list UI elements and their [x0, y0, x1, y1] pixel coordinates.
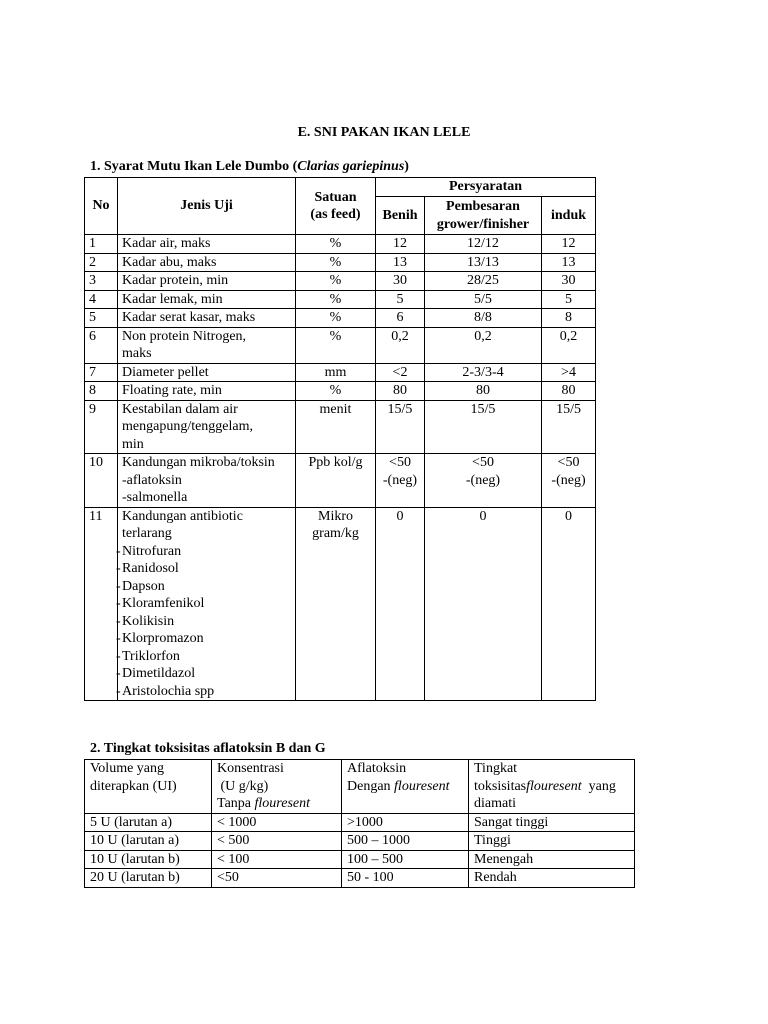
row-benih: 6 [376, 309, 425, 328]
row-jenis-uji: Kandungan antibiotic terlarang - Nitrofuran - Ranidosol - Dapson - Kloramfenikol - Kolikisin - Klorpromazon - Triklorfon - Dimetildazol - Aristolochia spp [118, 507, 296, 701]
row-benih: 15/5 [376, 400, 425, 454]
cell-konsentrasi: < 1000 [212, 813, 342, 832]
antibiotic-item: - Klorpromazon [122, 630, 291, 648]
row-jenis-uji: Kadar protein, min [118, 272, 296, 291]
header-satuan: Satuan (as feed) [296, 178, 376, 235]
table-row [85, 363, 596, 382]
header-persyaratan: Persyaratan [376, 178, 596, 197]
table-row [85, 850, 635, 869]
cell-volume: 10 U (larutan a) [85, 832, 212, 851]
row-induk: 12 [542, 235, 596, 254]
header-induk: induk [542, 197, 596, 235]
row-induk: 30 [542, 272, 596, 291]
table-row [85, 454, 596, 508]
cell-aflatoksin: 100 – 500 [342, 850, 469, 869]
row-benih: 13 [376, 253, 425, 272]
row-benih: 80 [376, 382, 425, 401]
cell-konsentrasi: < 500 [212, 832, 342, 851]
row-satuan: % [296, 382, 376, 401]
row-pembesaran: 80 [425, 382, 542, 401]
row-pembesaran: 12/12 [425, 235, 542, 254]
row-benih: 5 [376, 290, 425, 309]
cell-tingkat: Sangat tinggi [469, 813, 635, 832]
row-no: 6 [85, 327, 118, 363]
row-induk: 8 [542, 309, 596, 328]
antibiotic-item: - Ranidosol [122, 560, 291, 578]
table-row [85, 327, 596, 363]
cell-aflatoksin: 50 - 100 [342, 869, 469, 888]
row-pembesaran: 15/5 [425, 400, 542, 454]
row-no: 4 [85, 290, 118, 309]
table-row [85, 253, 596, 272]
row-induk: 0 [542, 507, 596, 701]
header-no: No [85, 178, 118, 235]
antibiotic-item: - Dimetildazol [122, 665, 291, 683]
header-aflatoksin: Aflatoksin Dengan flouresent [342, 760, 469, 814]
table-row [85, 832, 635, 851]
row-induk: >4 [542, 363, 596, 382]
row-satuan: % [296, 253, 376, 272]
antibiotic-item: - Aristolochia spp [122, 683, 291, 701]
antibiotic-item: - Kloramfenikol [122, 595, 291, 613]
row-satuan: % [296, 235, 376, 254]
row-satuan: % [296, 290, 376, 309]
row-satuan: menit [296, 400, 376, 454]
row-pembesaran: <50 -(neg) [425, 454, 542, 508]
row-benih: <50 -(neg) [376, 454, 425, 508]
row-induk: 5 [542, 290, 596, 309]
antibiotic-item: - Kolikisin [122, 613, 291, 631]
row-satuan: % [296, 309, 376, 328]
row-pembesaran: 13/13 [425, 253, 542, 272]
row-benih: 0,2 [376, 327, 425, 363]
cell-volume: 10 U (larutan b) [85, 850, 212, 869]
section1-heading: 1. Syarat Mutu Ikan Lele Dumbo (Clarias gariepinus) [90, 159, 409, 174]
row-jenis-uji: Kestabilan dalam air mengapung/tenggelam, min [118, 400, 296, 454]
row-no: 10 [85, 454, 118, 508]
table-row [85, 813, 635, 832]
quality-table-body [85, 235, 596, 701]
row-no: 9 [85, 400, 118, 454]
row-jenis-uji: Kadar abu, maks [118, 253, 296, 272]
cell-konsentrasi: <50 [212, 869, 342, 888]
table-row [85, 309, 596, 328]
header-volume: Volume yang diterapkan (UI) [85, 760, 212, 814]
row-no: 8 [85, 382, 118, 401]
table-row [85, 382, 596, 401]
row-benih: <2 [376, 363, 425, 382]
antibiotic-item: - Nitrofuran [122, 543, 291, 561]
row-no: 11 [85, 507, 118, 701]
row-satuan: % [296, 272, 376, 291]
row-induk: <50 -(neg) [542, 454, 596, 508]
cell-tingkat: Rendah [469, 869, 635, 888]
header-konsentrasi: Konsentrasi (U g/kg) Tanpa flouresent [212, 760, 342, 814]
row-jenis-uji: Kadar air, maks [118, 235, 296, 254]
header-pembesaran: Pembesaran grower/finisher [425, 197, 542, 235]
row-benih: 12 [376, 235, 425, 254]
row-induk: 13 [542, 253, 596, 272]
row-jenis-uji: Kadar serat kasar, maks [118, 309, 296, 328]
row-jenis-uji: Kandungan mikroba/toksin -aflatoksin -salmonella [118, 454, 296, 508]
row-pembesaran: 0 [425, 507, 542, 701]
row-jenis-uji: Non protein Nitrogen, maks [118, 327, 296, 363]
row-pembesaran: 8/8 [425, 309, 542, 328]
row-pembesaran: 0,2 [425, 327, 542, 363]
row-benih: 0 [376, 507, 425, 701]
row-no: 1 [85, 235, 118, 254]
antibiotic-item: - Dapson [122, 578, 291, 596]
row-induk: 80 [542, 382, 596, 401]
row-no: 2 [85, 253, 118, 272]
header-tingkat: Tingkat toksisitasflouresent yang diamati [469, 760, 635, 814]
header-benih: Benih [376, 197, 425, 235]
cell-volume: 5 U (larutan a) [85, 813, 212, 832]
row-no: 7 [85, 363, 118, 382]
header-jenis-uji: Jenis Uji [118, 178, 296, 235]
row-jenis-uji: Floating rate, min [118, 382, 296, 401]
row-no: 5 [85, 309, 118, 328]
section2-heading: 2. Tingkat toksisitas aflatoksin B dan G [90, 741, 326, 756]
row-pembesaran: 2-3/3-4 [425, 363, 542, 382]
row-jenis-uji: Diameter pellet [118, 363, 296, 382]
row-pembesaran: 28/25 [425, 272, 542, 291]
row-satuan: % [296, 327, 376, 363]
table-row [85, 869, 635, 888]
aflatoxin-toxicity-table [84, 759, 635, 888]
table-row [85, 272, 596, 291]
row-jenis-uji: Kadar lemak, min [118, 290, 296, 309]
cell-konsentrasi: < 100 [212, 850, 342, 869]
table-row [85, 290, 596, 309]
row-induk: 15/5 [542, 400, 596, 454]
row-satuan: mm [296, 363, 376, 382]
row-satuan: Ppb kol/g [296, 454, 376, 508]
cell-aflatoksin: 500 – 1000 [342, 832, 469, 851]
antibiotic-item: - Triklorfon [122, 648, 291, 666]
cell-tingkat: Menengah [469, 850, 635, 869]
document-title: E. SNI PAKAN IKAN LELE [297, 125, 471, 140]
cell-tingkat: Tinggi [469, 832, 635, 851]
row-satuan: Mikro gram/kg [296, 507, 376, 701]
cell-aflatoksin: >1000 [342, 813, 469, 832]
table-row [85, 507, 596, 701]
toxicity-table-body [85, 813, 635, 887]
row-induk: 0,2 [542, 327, 596, 363]
cell-volume: 20 U (larutan b) [85, 869, 212, 888]
table-row [85, 400, 596, 454]
quality-requirements-table [84, 177, 596, 701]
row-pembesaran: 5/5 [425, 290, 542, 309]
table-row [85, 235, 596, 254]
row-benih: 30 [376, 272, 425, 291]
row-no: 3 [85, 272, 118, 291]
